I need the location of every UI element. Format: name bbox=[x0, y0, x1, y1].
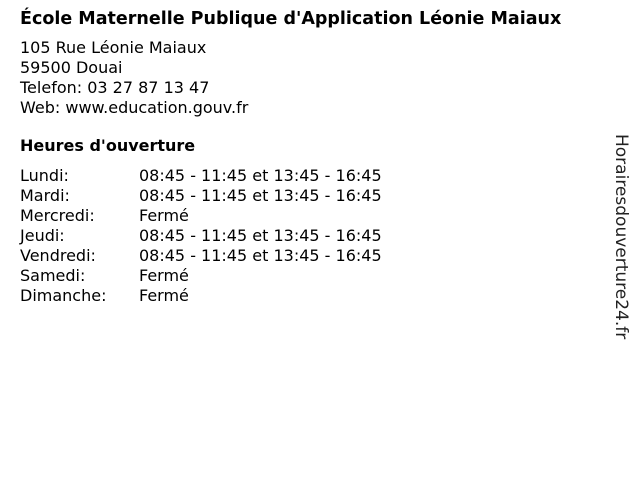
city-postcode: 59500 Douai bbox=[20, 58, 123, 77]
day-label: Mardi: bbox=[20, 186, 70, 205]
hours-row-sunday bbox=[20, 286, 580, 306]
day-hours: 08:45 - 11:45 et 13:45 - 16:45 bbox=[139, 246, 382, 265]
day-hours: 08:45 - 11:45 et 13:45 - 16:45 bbox=[139, 186, 382, 205]
day-label: Vendredi: bbox=[20, 246, 96, 265]
day-hours: Fermé bbox=[139, 286, 189, 305]
phone-number: Telefon: 03 27 87 13 47 bbox=[20, 78, 210, 97]
business-title: École Maternelle Publique d'Application Léonie Maiaux bbox=[20, 9, 562, 29]
day-hours: 08:45 - 11:45 et 13:45 - 16:45 bbox=[139, 166, 382, 185]
hours-row-friday bbox=[20, 246, 580, 266]
day-hours: Fermé bbox=[139, 206, 189, 225]
day-label: Dimanche: bbox=[20, 286, 107, 305]
day-label: Jeudi: bbox=[20, 226, 65, 245]
website-link[interactable]: Web: www.education.gouv.fr bbox=[20, 98, 249, 117]
business-card bbox=[20, 8, 580, 306]
day-hours: 08:45 - 11:45 et 13:45 - 16:45 bbox=[139, 226, 382, 245]
hours-row-saturday bbox=[20, 266, 580, 286]
day-label: Lundi: bbox=[20, 166, 69, 185]
hours-row-wednesday bbox=[20, 206, 580, 226]
day-label: Samedi: bbox=[20, 266, 86, 285]
hours-row-thursday bbox=[20, 226, 580, 246]
address-block bbox=[20, 38, 580, 118]
hours-row-monday bbox=[20, 166, 580, 186]
day-hours: Fermé bbox=[139, 266, 189, 285]
site-watermark: Horairesdouverture24.fr bbox=[611, 134, 631, 340]
hours-row-tuesday bbox=[20, 186, 580, 206]
day-label: Mercredi: bbox=[20, 206, 95, 225]
hours-table bbox=[20, 166, 580, 306]
street-address: 105 Rue Léonie Maiaux bbox=[20, 38, 207, 57]
hours-heading: Heures d'ouverture bbox=[20, 136, 196, 155]
